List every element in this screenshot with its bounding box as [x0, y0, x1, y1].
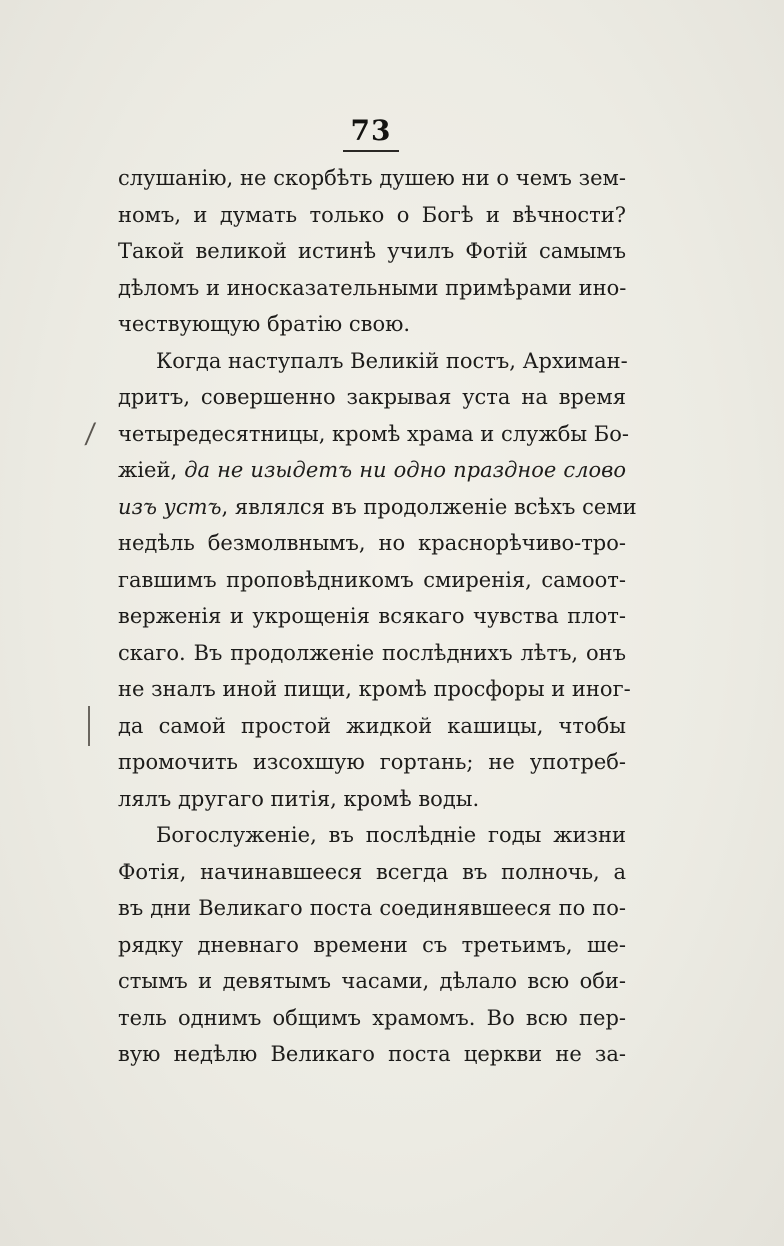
text-line: недѣль безмолвнымъ, но краснорѣчиво-тро- [118, 531, 626, 555]
text-line: скаго. Въ продолженіе послѣднихъ лѣтъ, онъ [118, 640, 626, 665]
text-line: промочить изсохшую гортань; не употреб- [118, 750, 626, 774]
text-line: верженія и укрощенія всякаго чувства плот- [118, 604, 626, 628]
text-line: рядку дневнаго времени съ третьимъ, ше- [118, 932, 626, 957]
text-line: дритъ, совершенно закрывая уста на время [118, 385, 626, 409]
text-line: вую недѣлю Великаго поста церкви не за- [118, 1042, 626, 1066]
text-line: Фотія, начинавшееся всегда въ полночь, а [118, 859, 626, 884]
text-line: да самой простой жидкой кашицы, чтобы [118, 713, 626, 738]
text-line: четыредесятницы, кромѣ храма и службы Бо- [118, 421, 629, 446]
text-line: стымъ и девятымъ часами, дѣлало всю оби- [118, 969, 626, 993]
body-text [118, 160, 637, 1073]
text-line: тель однимъ общимъ храмомъ. Во всю пер- [118, 1005, 626, 1030]
text-line: дѣломъ и иносказательными примѣрами ино- [118, 275, 627, 300]
page-number: 73 [350, 114, 392, 147]
text-line: изъ устъ, являлся въ продолженіе всѣхъ семи [118, 494, 637, 519]
text-line: не зналъ иной пищи, кромѣ просфоры и иног- [118, 677, 631, 701]
text-line: Когда наступалъ Великій постъ, Архиман- [156, 348, 628, 373]
text-line: номъ, и думать только о Богѣ и вѣчности? [118, 202, 626, 227]
page-number-rule [343, 150, 399, 152]
text-line: слушанію, не скорбѣть душею ни о чемъ зем- [118, 166, 626, 190]
text-line: гавшимъ проповѣдникомъ смиренія, самоот- [118, 567, 626, 592]
text-line: Такой великой истинѣ училъ Фотій самымъ [118, 239, 626, 263]
text-line: чествующую братію свою. [118, 312, 411, 336]
text-line: жіей, да не изыдетъ ни одно праздное слово [118, 458, 626, 482]
text-line: лялъ другаго питія, кромѣ воды. [118, 786, 480, 811]
text-line: Богослуженіе, въ послѣдніе годы жизни [156, 823, 626, 847]
text-line: въ дни Великаго поста соединявшееся по по- [118, 896, 626, 920]
margin-pencil-line [88, 706, 90, 746]
margin-pencil-mark: ⁄ [85, 417, 95, 452]
